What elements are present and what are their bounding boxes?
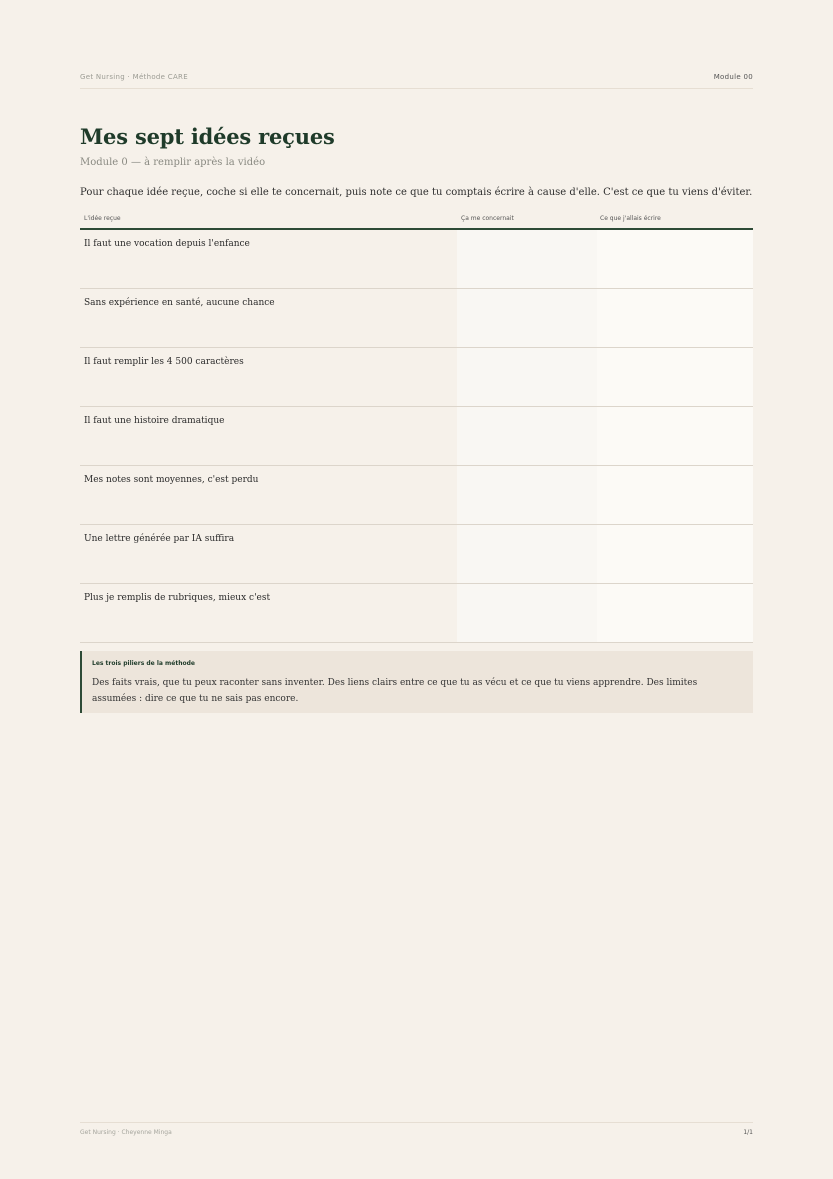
document-page: [80, 0, 753, 1179]
concerned-cell[interactable]: [457, 348, 597, 406]
page-subtitle: Module 0 — à remplir après la vidéo: [80, 157, 266, 168]
table-row: [80, 289, 753, 348]
idea-text: Une lettre générée par IA suffira: [84, 534, 235, 544]
concerned-cell[interactable]: [457, 230, 597, 288]
method-callout: [80, 651, 753, 713]
writing-cell[interactable]: [597, 230, 753, 288]
table-row: [80, 230, 753, 289]
page-number: 1/1: [743, 1129, 753, 1136]
writing-cell[interactable]: [597, 466, 753, 524]
concerned-cell[interactable]: [457, 289, 597, 347]
column-header-concerned: Ça me concernait: [461, 215, 514, 222]
concerned-cell[interactable]: [457, 584, 597, 642]
page-header: [80, 72, 753, 89]
callout-body: Des faits vrais, que tu peux raconter sans inventer. Des liens clairs entre ce que tu as vécu et ce que tu viens apprendre. Des limites assumées : dire ce que tu ne sais pas encore.: [92, 678, 698, 704]
header-module: Module 00: [713, 73, 753, 81]
column-header-writing: Ce que j'allais écrire: [600, 215, 661, 222]
concerned-cell[interactable]: [457, 525, 597, 583]
page-footer: [80, 1122, 753, 1143]
idea-text: Sans expérience en santé, aucune chance: [84, 298, 275, 308]
table-row: [80, 407, 753, 466]
table-row: [80, 466, 753, 525]
table-row: [80, 348, 753, 407]
writing-cell[interactable]: [597, 348, 753, 406]
header-brand: Get Nursing · Méthode CARE: [80, 73, 188, 81]
callout-title: Les trois piliers de la méthode: [92, 660, 195, 667]
table-row: [80, 525, 753, 584]
idea-text: Mes notes sont moyennes, c'est perdu: [84, 475, 259, 485]
writing-cell[interactable]: [597, 289, 753, 347]
writing-cell[interactable]: [597, 525, 753, 583]
writing-cell[interactable]: [597, 584, 753, 642]
concerned-cell[interactable]: [457, 407, 597, 465]
writing-cell[interactable]: [597, 407, 753, 465]
idea-text: Plus je remplis de rubriques, mieux c'est: [84, 593, 271, 603]
table-header: [80, 212, 753, 230]
idea-text: Il faut une vocation depuis l'enfance: [84, 239, 250, 249]
idea-text: Il faut remplir les 4 500 caractères: [84, 357, 244, 367]
idea-text: Il faut une histoire dramatique: [84, 416, 225, 426]
column-header-idea: L'idée reçue: [84, 215, 121, 222]
page-title: Mes sept idées reçues: [80, 124, 335, 149]
concerned-cell[interactable]: [457, 466, 597, 524]
intro-text: Pour chaque idée reçue, coche si elle te concernait, puis note ce que tu comptais écrire à cause d'elle. C'est ce que tu viens d'éviter.: [80, 187, 753, 198]
ideas-table: [80, 212, 753, 643]
table-row: [80, 584, 753, 643]
footer-author: Get Nursing · Cheyenne Minga: [80, 1129, 172, 1136]
